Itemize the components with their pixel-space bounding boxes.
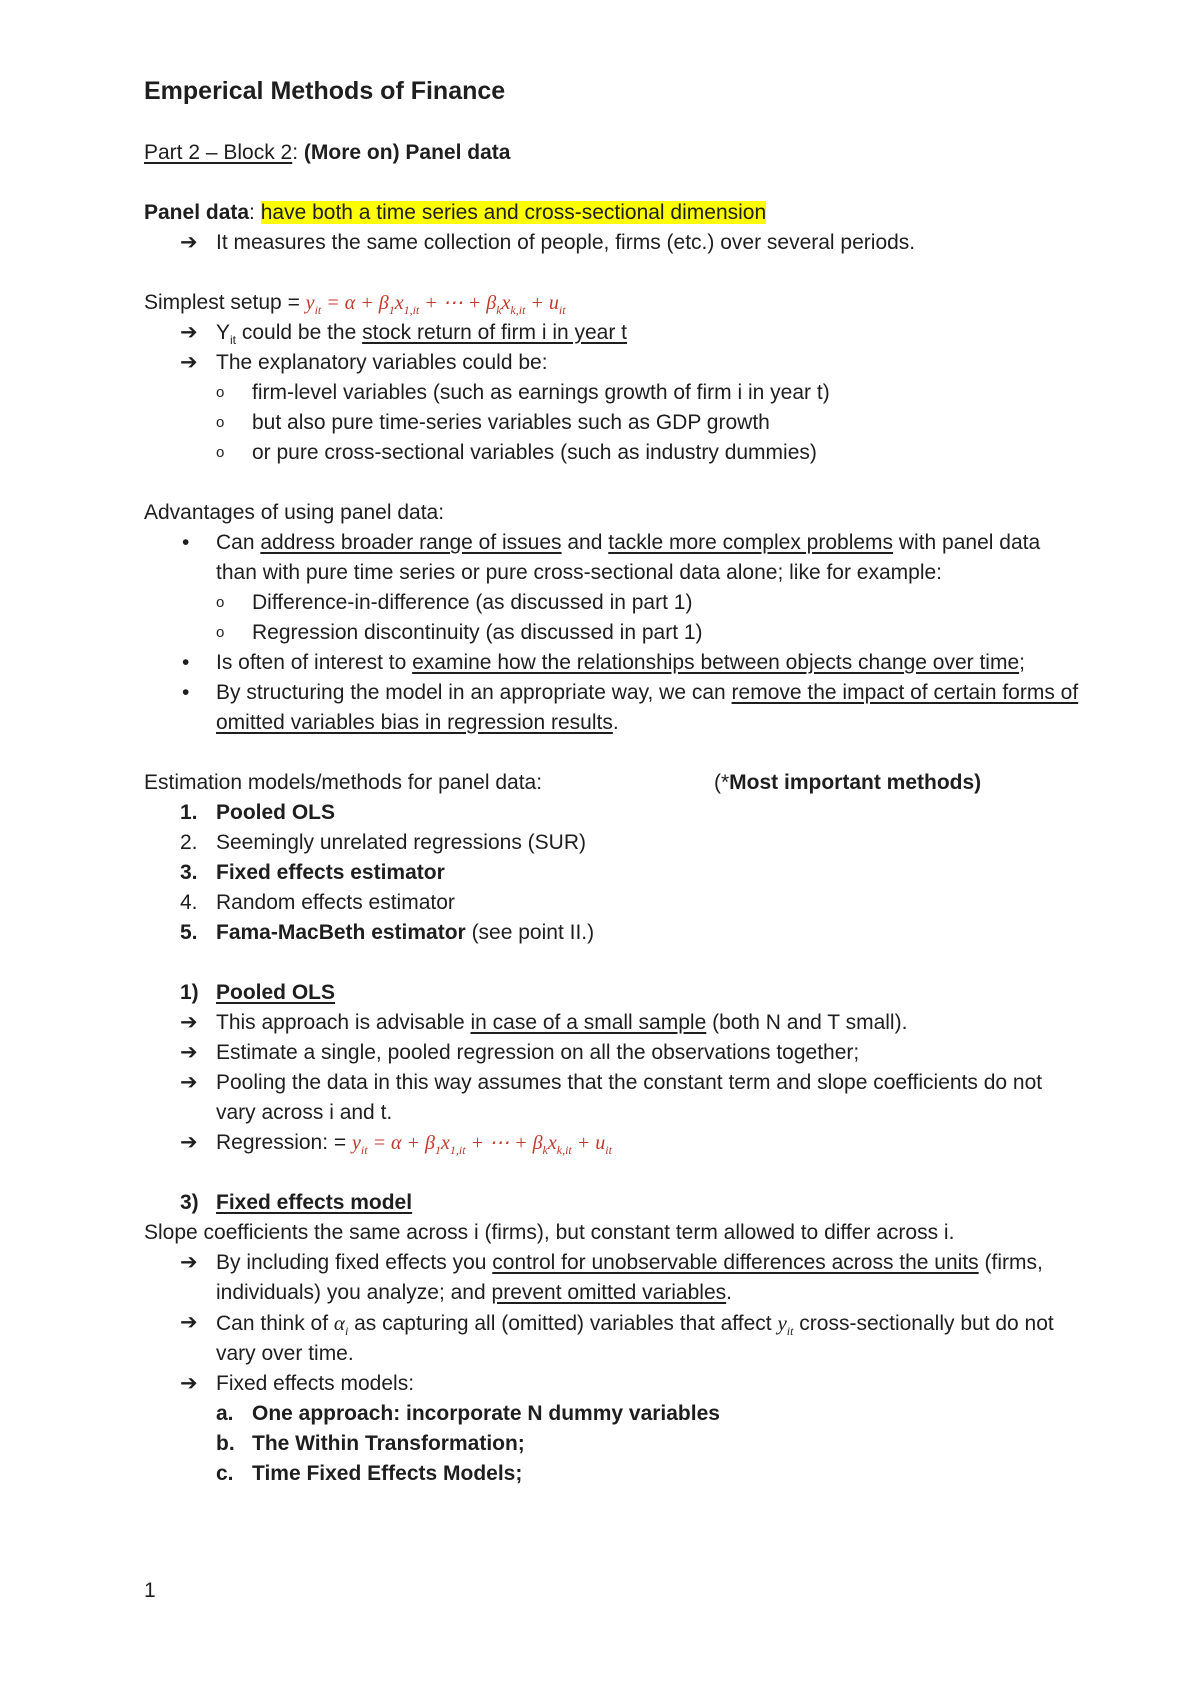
panel-sep: : [249, 201, 261, 224]
panel-arrow-text: It measures the same collection of people, firms (etc.) over several periods. [216, 231, 916, 254]
list-item: 4. Random effects estimator [144, 888, 1084, 918]
list-number: 1. [180, 801, 198, 824]
part-topic: Panel data [399, 141, 511, 164]
list-item: a. One approach: incorporate N dummy variables [216, 1402, 720, 1425]
document-title: Emperical Methods of Finance [144, 77, 506, 105]
circle-bullet-icon: o [216, 384, 225, 401]
stock-return-underlined: stock return of firm i in year t [362, 321, 628, 344]
arrow-item: ➔ Fixed effects models: [144, 1369, 1084, 1399]
fixed-effects-heading: 3) Fixed effects model [180, 1191, 413, 1214]
panel-term: Panel data [144, 201, 250, 224]
circle-bullet-icon: o [216, 444, 225, 461]
list-item: o firm-level variables (such as earnings growth of firm i in year t) [144, 378, 1084, 408]
bullet-icon: • [182, 531, 190, 554]
list-item: • Can address broader range of issues and tackle more complex problems with panel data than with pure time series or pure cross-sectional data alone; like for example: [144, 528, 1084, 588]
arrow-icon: ➔ [180, 231, 198, 254]
bullet-icon: • [182, 681, 190, 704]
estimation-heading [144, 768, 1084, 798]
arrow-icon: ➔ [180, 1372, 198, 1395]
panel-definition [144, 198, 1084, 228]
list-item: c. Time Fixed Effects Models; [216, 1462, 523, 1485]
part-label: Part 2 – Block 2 [144, 141, 293, 164]
arrow-item: ➔ Estimate a single, pooled regression on all the observations together; [144, 1038, 1084, 1068]
simplest-setup [144, 288, 1084, 318]
list-number: 2. [180, 831, 198, 854]
circle-bullet-icon: o [216, 624, 225, 641]
list-item: 1. Pooled OLS [144, 798, 1084, 828]
setup-label: Simplest setup = [144, 291, 306, 314]
list-number: 4. [180, 891, 198, 914]
list-item: 2. Seemingly unrelated regressions (SUR) [144, 828, 1084, 858]
arrow-item: ➔ This approach is advisable in case of a small sample (both N and T small). [144, 1008, 1084, 1038]
document-body [144, 72, 1084, 1489]
advantages-intro: Advantages of using panel data: [144, 501, 445, 524]
arrow-item: ➔ Pooling the data in this way assumes that the constant term and slope coefficients do not vary across i and t. [144, 1068, 1084, 1128]
list-item: • Is often of interest to examine how the relationships between objects change over time; [144, 648, 1084, 678]
arrow-item: ➔ Can think of $\alpha_i$ as capturing all (omitted) variables that affect $y_{it}$ cross-sectionally but do not vary over time. [144, 1308, 1084, 1369]
list-item: • By structuring the model in an appropriate way, we can remove the impact of certain forms of omitted variables bias in regression results. [144, 678, 1084, 738]
bullet-icon: • [182, 651, 190, 674]
arrow-icon: ➔ [180, 1071, 198, 1094]
page-number: 1 [144, 1579, 156, 1602]
regression-equation: $y_{it} = \alpha + \beta_1x_{1,it}$ + ⋯ + $\beta_kx_{k,it} + u_{it}$ [352, 1132, 612, 1157]
part-sep: : [292, 141, 304, 164]
arrow-item: ➔ Regression: = $y_{it} = \alpha + \beta_1x_{1,it}$ + ⋯ + $\beta_kx_{k,it} + u_{it}$ [144, 1128, 1084, 1158]
arrow-item [144, 228, 1084, 258]
list-item: o or pure cross-sectional variables (such as industry dummies) [144, 438, 1084, 468]
list-item: o but also pure time-series variables such as GDP growth [144, 408, 1084, 438]
circle-bullet-icon: o [216, 414, 225, 431]
list-item: o Difference-in-difference (as discussed in part 1) [144, 588, 1084, 618]
part-heading [144, 138, 1084, 168]
circle-bullet-icon: o [216, 594, 225, 611]
explanatory-intro: The explanatory variables could be: [216, 351, 548, 374]
arrow-icon: ➔ [180, 1311, 198, 1334]
part-more-on: (More on) [303, 141, 400, 164]
fixed-effects-intro: Slope coefficients the same across i (firms), but constant term allowed to differ across i. [144, 1221, 955, 1244]
list-item: 3. Fixed effects estimator [144, 858, 1084, 888]
list-number: 3. [180, 861, 198, 884]
setup-equation: $y_{it} = \alpha + \beta_1x_{1,it}$ + ⋯ + $\beta_kx_{k,it} + u_{it}$ [305, 292, 566, 317]
list-item: b. The Within Transformation; [216, 1432, 525, 1455]
arrow-item: ➔ $Y_{it}$ could be the stock return of firm i in year t [144, 318, 1084, 348]
highlighted-definition: have both a time series and cross-sectional dimension [260, 201, 767, 224]
arrow-item: ➔ By including fixed effects you control for unobservable differences across the units (firms, individuals) you analyze; and prevent omitted variables. [144, 1248, 1084, 1308]
arrow-item [144, 348, 1084, 378]
list-number: 5. [180, 921, 198, 944]
arrow-icon: ➔ [180, 1011, 198, 1034]
arrow-icon: ➔ [180, 1251, 198, 1274]
list-item: o Regression discontinuity (as discussed in part 1) [144, 618, 1084, 648]
arrow-icon: ➔ [180, 1131, 198, 1154]
most-important-note: (*Most important methods) [714, 771, 982, 794]
arrow-icon: ➔ [180, 321, 198, 344]
arrow-icon: ➔ [180, 1041, 198, 1064]
arrow-icon: ➔ [180, 351, 198, 374]
estimation-intro: Estimation models/methods for panel data: [144, 771, 543, 794]
pooled-ols-heading: 1) Pooled OLS [180, 981, 336, 1004]
list-item: 5. Fama-MacBeth estimator (see point II.) [144, 918, 1084, 948]
